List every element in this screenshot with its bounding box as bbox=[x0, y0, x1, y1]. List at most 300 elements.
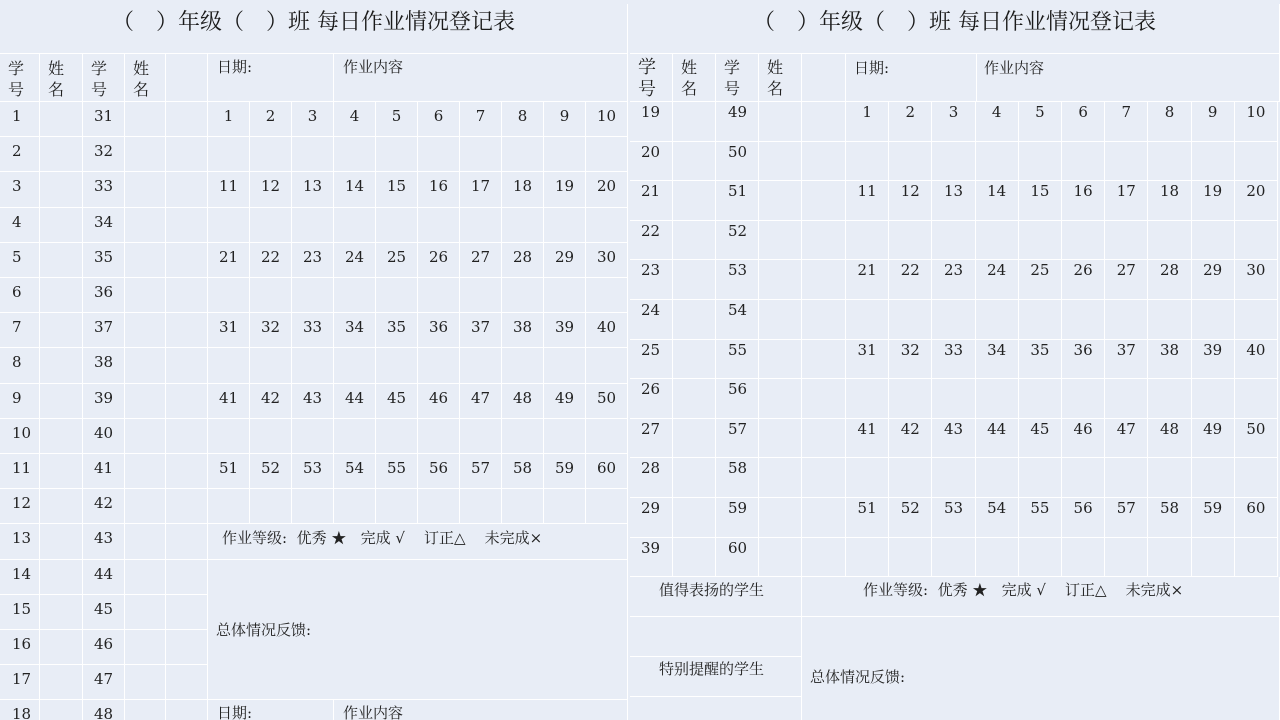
mark-cell bbox=[586, 137, 628, 172]
mark-cell bbox=[1105, 300, 1148, 340]
homework-number: 50 bbox=[586, 384, 628, 419]
mark-cell bbox=[1235, 142, 1278, 182]
mark-cell bbox=[376, 208, 418, 243]
homework-number: 51 bbox=[208, 454, 250, 489]
mark-cell bbox=[334, 278, 376, 313]
mark-cell bbox=[1235, 458, 1278, 498]
blank-cell bbox=[166, 630, 208, 665]
homework-number: 27 bbox=[460, 243, 502, 278]
mark-cell bbox=[1105, 379, 1148, 419]
blank-cell bbox=[802, 221, 846, 261]
homework-number: 40 bbox=[1235, 340, 1278, 380]
student-name bbox=[673, 260, 716, 300]
homework-number: 26 bbox=[1062, 260, 1105, 300]
homework-number: 2 bbox=[250, 102, 292, 137]
homework-number: 46 bbox=[418, 384, 460, 419]
homework-number: 5 bbox=[1019, 102, 1062, 142]
homework-number: 3 bbox=[932, 102, 975, 142]
homework-number: 8 bbox=[1148, 102, 1191, 142]
homework-number: 41 bbox=[208, 384, 250, 419]
homework-number: 6 bbox=[1062, 102, 1105, 142]
student-id: 31 bbox=[83, 102, 125, 137]
blank-cell bbox=[802, 498, 846, 538]
student-id: 51 bbox=[716, 181, 759, 221]
student-name bbox=[673, 340, 716, 380]
student-name bbox=[40, 700, 83, 720]
homework-number: 2 bbox=[889, 102, 932, 142]
student-id: 48 bbox=[83, 700, 125, 720]
student-id: 9 bbox=[0, 384, 40, 419]
mark-cell bbox=[1105, 221, 1148, 261]
student-id: 3 bbox=[0, 172, 40, 207]
homework-number: 15 bbox=[1019, 181, 1062, 221]
mark-cell bbox=[502, 419, 544, 454]
student-id: 14 bbox=[0, 560, 40, 595]
homework-number: 1 bbox=[208, 102, 250, 137]
blank-cell bbox=[166, 137, 208, 172]
mark-cell bbox=[334, 419, 376, 454]
homework-number: 33 bbox=[292, 313, 334, 348]
mark-cell bbox=[976, 538, 1019, 578]
homework-number: 33 bbox=[932, 340, 975, 380]
column-header: 姓 名 bbox=[673, 54, 716, 102]
homework-number: 55 bbox=[376, 454, 418, 489]
left-sheet bbox=[0, 4, 628, 720]
homework-number: 25 bbox=[1019, 260, 1062, 300]
homework-number: 15 bbox=[376, 172, 418, 207]
mark-cell bbox=[976, 379, 1019, 419]
homework-number: 27 bbox=[1105, 260, 1148, 300]
mark-cell bbox=[586, 278, 628, 313]
student-id: 47 bbox=[83, 665, 125, 700]
homework-number: 41 bbox=[846, 419, 889, 459]
student-name bbox=[125, 348, 166, 383]
homework-number: 16 bbox=[1062, 181, 1105, 221]
student-name bbox=[759, 181, 802, 221]
mark-cell bbox=[932, 300, 975, 340]
column-header: 姓 名 bbox=[759, 54, 802, 102]
mark-cell bbox=[460, 278, 502, 313]
student-name bbox=[40, 208, 83, 243]
mark-cell bbox=[292, 278, 334, 313]
student-id: 55 bbox=[716, 340, 759, 380]
mark-cell bbox=[460, 419, 502, 454]
student-id: 57 bbox=[716, 419, 759, 459]
homework-number: 39 bbox=[1192, 340, 1235, 380]
student-name bbox=[673, 379, 716, 419]
blank-cell bbox=[166, 489, 208, 524]
remind-label: 特别提醒的学生 bbox=[630, 657, 802, 697]
mark-cell bbox=[932, 142, 975, 182]
mark-cell bbox=[846, 221, 889, 261]
mark-cell bbox=[250, 137, 292, 172]
mark-cell bbox=[1235, 538, 1278, 578]
mark-cell bbox=[1019, 379, 1062, 419]
mark-cell bbox=[460, 489, 502, 524]
student-name bbox=[40, 595, 83, 630]
student-name bbox=[125, 208, 166, 243]
mark-cell bbox=[208, 208, 250, 243]
student-id: 11 bbox=[0, 454, 40, 489]
homework-number: 43 bbox=[292, 384, 334, 419]
student-name bbox=[673, 419, 716, 459]
mark-cell bbox=[460, 137, 502, 172]
homework-number: 44 bbox=[334, 384, 376, 419]
blank-cell bbox=[166, 313, 208, 348]
mark-cell bbox=[334, 348, 376, 383]
mark-cell bbox=[376, 419, 418, 454]
homework-number: 8 bbox=[502, 102, 544, 137]
mark-cell bbox=[976, 142, 1019, 182]
mark-cell bbox=[418, 419, 460, 454]
mark-cell bbox=[889, 142, 932, 182]
homework-number: 59 bbox=[544, 454, 586, 489]
student-name bbox=[125, 560, 166, 595]
homework-number: 29 bbox=[1192, 260, 1235, 300]
mark-cell bbox=[502, 278, 544, 313]
homework-number: 18 bbox=[502, 172, 544, 207]
blank-cell bbox=[166, 278, 208, 313]
mark-cell bbox=[1148, 538, 1191, 578]
mark-cell bbox=[502, 348, 544, 383]
homework-number: 46 bbox=[1062, 419, 1105, 459]
student-name bbox=[125, 630, 166, 665]
homework-number: 13 bbox=[932, 181, 975, 221]
homework-number: 14 bbox=[334, 172, 376, 207]
mark-cell bbox=[1019, 142, 1062, 182]
mark-cell bbox=[1192, 221, 1235, 261]
homework-number: 4 bbox=[334, 102, 376, 137]
student-id: 20 bbox=[630, 142, 673, 182]
mark-cell bbox=[250, 348, 292, 383]
mark-cell bbox=[846, 142, 889, 182]
mark-cell bbox=[544, 137, 586, 172]
remind-blank bbox=[630, 697, 802, 720]
student-id: 59 bbox=[716, 498, 759, 538]
student-name bbox=[40, 137, 83, 172]
student-id: 41 bbox=[83, 454, 125, 489]
homework-number: 50 bbox=[1235, 419, 1278, 459]
homework-number: 10 bbox=[1235, 102, 1278, 142]
sheet-title: （ ）年级（ ）班 每日作业情况登记表 bbox=[630, 4, 1280, 54]
student-name bbox=[673, 142, 716, 182]
student-name bbox=[759, 142, 802, 182]
blank-cell bbox=[166, 102, 208, 137]
student-name bbox=[673, 300, 716, 340]
mark-cell bbox=[208, 489, 250, 524]
mark-cell bbox=[544, 419, 586, 454]
homework-number: 51 bbox=[846, 498, 889, 538]
student-name bbox=[40, 489, 83, 524]
mark-cell bbox=[502, 489, 544, 524]
student-id: 24 bbox=[630, 300, 673, 340]
mark-cell bbox=[976, 458, 1019, 498]
student-id: 7 bbox=[0, 313, 40, 348]
mark-cell bbox=[292, 419, 334, 454]
mark-cell bbox=[544, 489, 586, 524]
homework-number: 6 bbox=[418, 102, 460, 137]
blank-cell bbox=[166, 700, 208, 720]
homework-number: 26 bbox=[418, 243, 460, 278]
mark-cell bbox=[334, 137, 376, 172]
homework-number: 16 bbox=[418, 172, 460, 207]
homework-number: 13 bbox=[292, 172, 334, 207]
student-id: 17 bbox=[0, 665, 40, 700]
student-name bbox=[40, 665, 83, 700]
homework-number: 34 bbox=[334, 313, 376, 348]
student-name bbox=[759, 221, 802, 261]
student-id: 60 bbox=[716, 538, 759, 578]
homework-number: 17 bbox=[1105, 181, 1148, 221]
mark-cell bbox=[889, 379, 932, 419]
homework-number: 58 bbox=[502, 454, 544, 489]
homework-number: 59 bbox=[1192, 498, 1235, 538]
student-name bbox=[40, 278, 83, 313]
mark-cell bbox=[586, 489, 628, 524]
mark-cell bbox=[250, 208, 292, 243]
student-name bbox=[759, 102, 802, 142]
student-name bbox=[40, 243, 83, 278]
blank-cell bbox=[802, 419, 846, 459]
homework-number: 60 bbox=[586, 454, 628, 489]
student-name bbox=[759, 260, 802, 300]
homework-number: 56 bbox=[1062, 498, 1105, 538]
content-label: 作业内容 bbox=[977, 54, 1280, 102]
homework-number: 34 bbox=[976, 340, 1019, 380]
student-id: 4 bbox=[0, 208, 40, 243]
homework-number: 22 bbox=[250, 243, 292, 278]
homework-number: 30 bbox=[1235, 260, 1278, 300]
mark-cell bbox=[932, 221, 975, 261]
student-id: 33 bbox=[83, 172, 125, 207]
mark-cell bbox=[208, 278, 250, 313]
student-name bbox=[759, 498, 802, 538]
mark-cell bbox=[1062, 142, 1105, 182]
mark-cell bbox=[292, 137, 334, 172]
student-id: 34 bbox=[83, 208, 125, 243]
blank-cell bbox=[802, 102, 846, 142]
homework-number: 36 bbox=[1062, 340, 1105, 380]
homework-number: 47 bbox=[1105, 419, 1148, 459]
homework-number: 31 bbox=[846, 340, 889, 380]
student-id: 12 bbox=[0, 489, 40, 524]
student-name bbox=[673, 102, 716, 142]
grade-legend: 作业等级: 优秀 ★ 完成 √ 订正△ 未完成× bbox=[802, 577, 1280, 617]
homework-number: 43 bbox=[932, 419, 975, 459]
column-header: 学 号 bbox=[630, 54, 673, 102]
homework-number: 14 bbox=[976, 181, 1019, 221]
blank-cell bbox=[166, 560, 208, 595]
mark-cell bbox=[1235, 379, 1278, 419]
mark-cell bbox=[889, 221, 932, 261]
blank-cell bbox=[802, 142, 846, 182]
mark-cell bbox=[460, 348, 502, 383]
student-name bbox=[759, 458, 802, 498]
homework-number: 12 bbox=[250, 172, 292, 207]
student-name bbox=[40, 454, 83, 489]
blank-column-header bbox=[166, 54, 208, 102]
homework-number: 29 bbox=[544, 243, 586, 278]
homework-number: 45 bbox=[376, 384, 418, 419]
blank-cell bbox=[166, 348, 208, 383]
student-id: 37 bbox=[83, 313, 125, 348]
homework-number: 19 bbox=[544, 172, 586, 207]
student-name bbox=[673, 498, 716, 538]
mark-cell bbox=[208, 419, 250, 454]
student-id: 18 bbox=[0, 700, 40, 720]
mark-cell bbox=[1105, 142, 1148, 182]
mark-cell bbox=[250, 278, 292, 313]
blank-cell bbox=[166, 665, 208, 700]
mark-cell bbox=[376, 137, 418, 172]
homework-number: 47 bbox=[460, 384, 502, 419]
mark-cell bbox=[250, 419, 292, 454]
homework-number: 49 bbox=[1192, 419, 1235, 459]
homework-number: 36 bbox=[418, 313, 460, 348]
mark-cell bbox=[1192, 300, 1235, 340]
mark-cell bbox=[1019, 221, 1062, 261]
mark-cell bbox=[334, 489, 376, 524]
mark-cell bbox=[1019, 300, 1062, 340]
homework-number: 42 bbox=[250, 384, 292, 419]
student-id: 26 bbox=[630, 379, 673, 419]
student-name bbox=[40, 172, 83, 207]
homework-number: 10 bbox=[586, 102, 628, 137]
blank-cell bbox=[802, 300, 846, 340]
student-name bbox=[673, 221, 716, 261]
mark-cell bbox=[292, 208, 334, 243]
mark-cell bbox=[292, 348, 334, 383]
mark-cell bbox=[334, 208, 376, 243]
student-name bbox=[40, 348, 83, 383]
student-id: 32 bbox=[83, 137, 125, 172]
blank-cell bbox=[166, 384, 208, 419]
blank-cell bbox=[802, 260, 846, 300]
student-name bbox=[125, 243, 166, 278]
student-name bbox=[673, 458, 716, 498]
mark-cell bbox=[1019, 458, 1062, 498]
mark-cell bbox=[1105, 458, 1148, 498]
homework-number: 23 bbox=[292, 243, 334, 278]
right-sheet bbox=[630, 4, 1280, 720]
student-id: 49 bbox=[716, 102, 759, 142]
mark-cell bbox=[1148, 300, 1191, 340]
mark-cell bbox=[932, 538, 975, 578]
student-name bbox=[125, 419, 166, 454]
homework-number: 57 bbox=[1105, 498, 1148, 538]
homework-number: 40 bbox=[586, 313, 628, 348]
mark-cell bbox=[586, 348, 628, 383]
homework-number: 30 bbox=[586, 243, 628, 278]
mark-cell bbox=[418, 278, 460, 313]
blank-cell bbox=[802, 379, 846, 419]
mark-cell bbox=[846, 538, 889, 578]
student-id: 23 bbox=[630, 260, 673, 300]
homework-number: 42 bbox=[889, 419, 932, 459]
content-label: 作业内容 bbox=[334, 54, 628, 102]
mark-cell bbox=[846, 300, 889, 340]
student-id: 50 bbox=[716, 142, 759, 182]
student-id: 53 bbox=[716, 260, 759, 300]
sheet-title: （ ）年级（ ）班 每日作业情况登记表 bbox=[0, 4, 628, 54]
mark-cell bbox=[250, 489, 292, 524]
student-name bbox=[125, 172, 166, 207]
column-header: 姓 名 bbox=[125, 54, 166, 102]
homework-number: 4 bbox=[976, 102, 1019, 142]
homework-number: 38 bbox=[1148, 340, 1191, 380]
homework-number: 35 bbox=[376, 313, 418, 348]
content-label: 作业内容 bbox=[334, 700, 628, 720]
feedback-label: 总体情况反馈: bbox=[802, 617, 1280, 720]
mark-cell bbox=[932, 458, 975, 498]
mark-cell bbox=[1148, 379, 1191, 419]
student-id: 19 bbox=[630, 102, 673, 142]
homework-number: 48 bbox=[1148, 419, 1191, 459]
homework-number: 23 bbox=[932, 260, 975, 300]
mark-cell bbox=[544, 348, 586, 383]
blank-cell bbox=[166, 172, 208, 207]
mark-cell bbox=[502, 137, 544, 172]
homework-number: 54 bbox=[976, 498, 1019, 538]
student-id: 43 bbox=[83, 524, 125, 559]
student-name bbox=[40, 419, 83, 454]
homework-number: 39 bbox=[544, 313, 586, 348]
homework-number: 53 bbox=[932, 498, 975, 538]
student-id: 39 bbox=[630, 538, 673, 578]
blank-cell bbox=[166, 595, 208, 630]
student-name bbox=[759, 340, 802, 380]
grade-legend: 作业等级: 优秀 ★ 完成 √ 订正△ 未完成× bbox=[208, 524, 628, 559]
student-name bbox=[673, 538, 716, 578]
mark-cell bbox=[544, 208, 586, 243]
homework-number: 1 bbox=[846, 102, 889, 142]
student-name bbox=[125, 454, 166, 489]
mark-cell bbox=[1062, 379, 1105, 419]
homework-number: 12 bbox=[889, 181, 932, 221]
mark-cell bbox=[376, 278, 418, 313]
student-name bbox=[40, 630, 83, 665]
student-name bbox=[125, 384, 166, 419]
mark-cell bbox=[889, 458, 932, 498]
date-label: 日期: bbox=[208, 54, 334, 102]
mark-cell bbox=[932, 379, 975, 419]
student-id: 6 bbox=[0, 278, 40, 313]
homework-number: 56 bbox=[418, 454, 460, 489]
mark-cell bbox=[208, 348, 250, 383]
student-name bbox=[759, 300, 802, 340]
student-id: 54 bbox=[716, 300, 759, 340]
homework-number: 7 bbox=[460, 102, 502, 137]
mark-cell bbox=[1062, 221, 1105, 261]
student-id: 16 bbox=[0, 630, 40, 665]
homework-number: 25 bbox=[376, 243, 418, 278]
blank-cell bbox=[166, 454, 208, 489]
student-id: 44 bbox=[83, 560, 125, 595]
homework-number: 18 bbox=[1148, 181, 1191, 221]
homework-number: 54 bbox=[334, 454, 376, 489]
mark-cell bbox=[1235, 300, 1278, 340]
student-id: 39 bbox=[83, 384, 125, 419]
homework-number: 32 bbox=[889, 340, 932, 380]
student-name bbox=[759, 538, 802, 578]
homework-number: 9 bbox=[1192, 102, 1235, 142]
homework-number: 28 bbox=[502, 243, 544, 278]
blank-cell bbox=[802, 538, 846, 578]
homework-number: 45 bbox=[1019, 419, 1062, 459]
student-name bbox=[40, 560, 83, 595]
homework-number: 20 bbox=[1235, 181, 1278, 221]
student-id: 38 bbox=[83, 348, 125, 383]
